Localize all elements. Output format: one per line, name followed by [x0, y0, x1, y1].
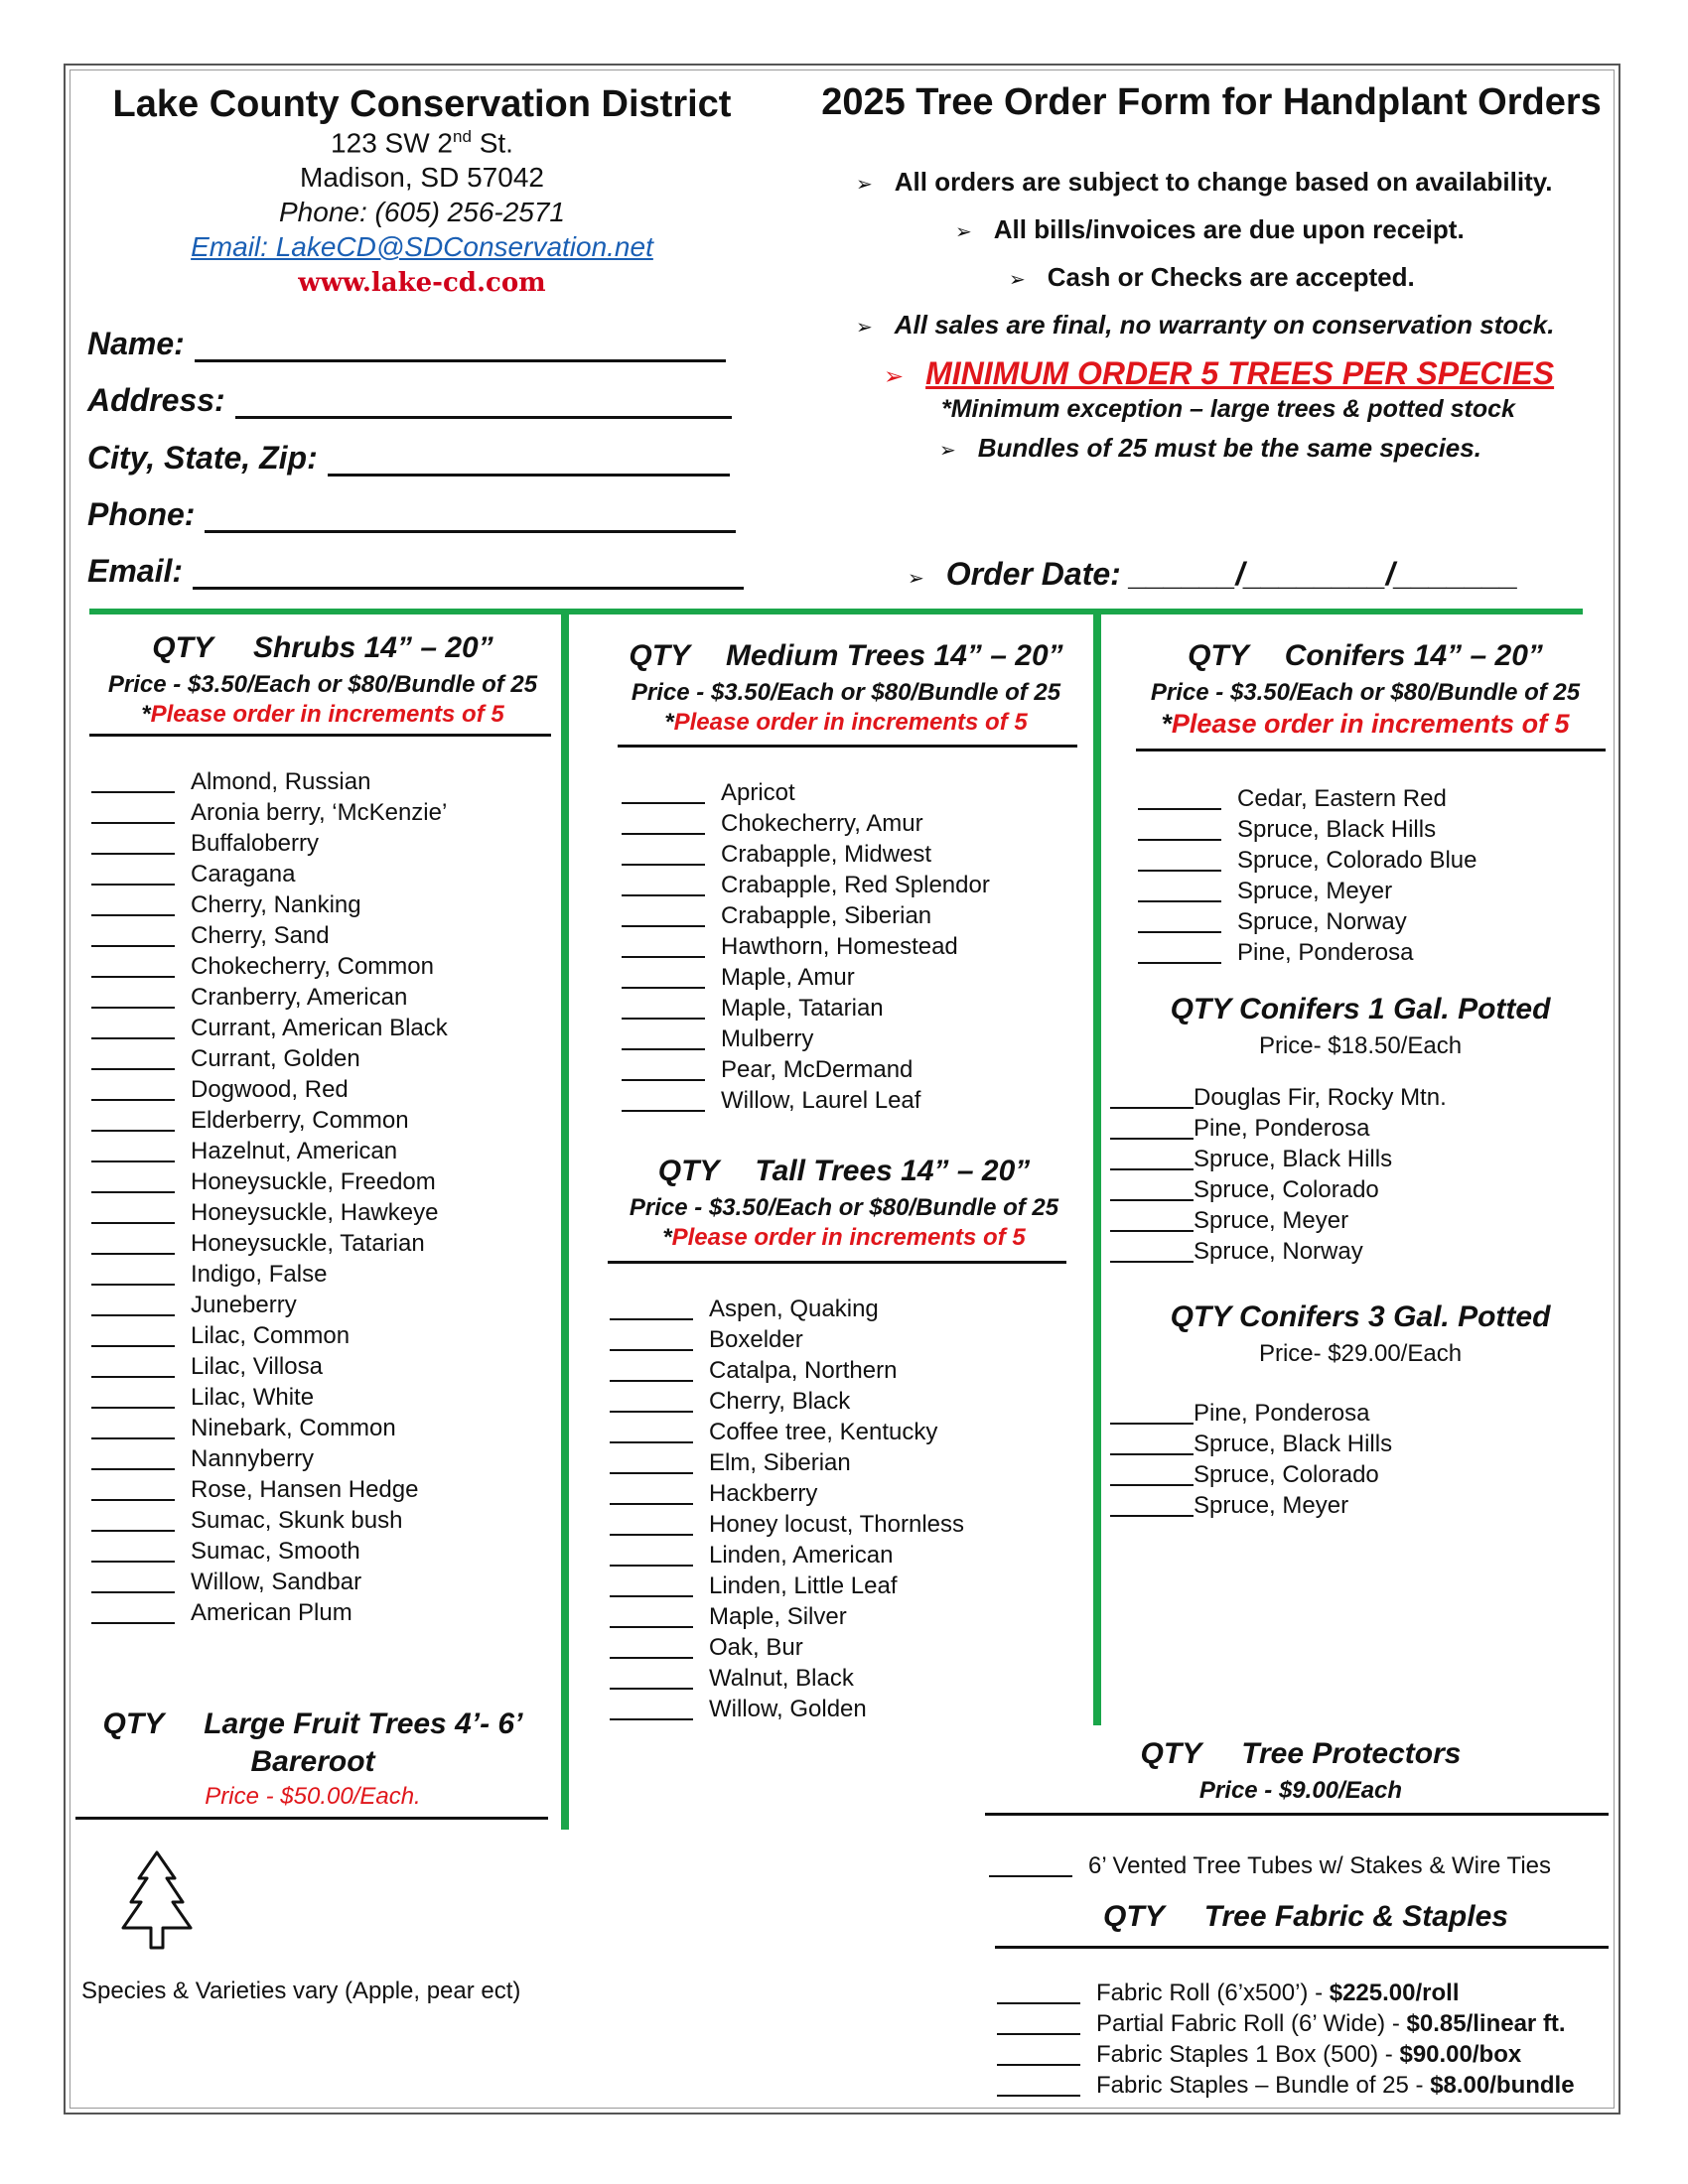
- list-item[interactable]: [91, 1474, 448, 1505]
- qty-blank[interactable]: [91, 1356, 175, 1378]
- qty-blank[interactable]: [610, 1514, 693, 1536]
- fabric-header: QTY Tree Fabric & Staples: [1103, 1900, 1508, 1933]
- list-item[interactable]: [91, 1320, 448, 1351]
- list-item[interactable]: [622, 1024, 990, 1054]
- list-item[interactable]: [91, 1013, 448, 1043]
- name-field[interactable]: Name:: [87, 326, 726, 362]
- conifers-1gal-header: QTY Conifers 1 Gal. Potted Price- $18.50/Each: [1170, 993, 1551, 1059]
- arrow-icon: ➢: [884, 363, 905, 390]
- green-divider-right: [1093, 609, 1101, 1725]
- conifers-rule: [1136, 749, 1606, 751]
- qty-blank[interactable]: [610, 1575, 693, 1597]
- item-label: Cherry, Sand: [191, 922, 330, 949]
- list-item[interactable]: [610, 1447, 964, 1478]
- qty-blank[interactable]: [91, 987, 175, 1009]
- form-title: 2025 Tree Order Form for Handplant Orders: [821, 81, 1602, 123]
- list-item[interactable]: [610, 1601, 964, 1632]
- list-item[interactable]: [91, 1382, 448, 1413]
- list-item[interactable]: [91, 1043, 448, 1074]
- qty-blank[interactable]: [1110, 1210, 1194, 1232]
- org-website[interactable]: www.lake-cd.com: [298, 268, 546, 298]
- item-label: Cranberry, American: [191, 984, 408, 1011]
- item-label: Hackberry: [709, 1480, 818, 1507]
- shrubs-rule: [89, 734, 551, 737]
- item-label: Hawthorn, Homestead: [721, 933, 958, 960]
- list-item[interactable]: [91, 1567, 448, 1597]
- qty-blank[interactable]: [91, 1448, 175, 1470]
- qty-blank[interactable]: [1138, 911, 1221, 933]
- qty-blank[interactable]: [622, 1059, 705, 1081]
- qty-blank[interactable]: [610, 1452, 693, 1474]
- qty-blank[interactable]: [1110, 1087, 1194, 1109]
- list-item[interactable]: [622, 1054, 990, 1085]
- conifers-3gal-list: [1110, 1398, 1392, 1521]
- list-item[interactable]: [1138, 845, 1477, 876]
- item-label: Willow, Golden: [709, 1696, 867, 1722]
- qty-blank[interactable]: [1110, 1179, 1194, 1201]
- item-label: Aronia berry, ‘McKenzie’: [191, 799, 448, 826]
- list-item[interactable]: [1110, 1174, 1447, 1205]
- qty-blank[interactable]: [1138, 850, 1221, 872]
- list-item[interactable]: [91, 1351, 448, 1382]
- qty-blank[interactable]: [610, 1668, 693, 1690]
- item-label: Honeysuckle, Tatarian: [191, 1230, 425, 1257]
- item-label: Ninebark, Common: [191, 1415, 396, 1441]
- item-label: Lilac, White: [191, 1384, 315, 1411]
- item-label: Crabapple, Midwest: [721, 841, 932, 868]
- item-label: Maple, Silver: [709, 1603, 847, 1630]
- list-item[interactable]: [91, 1259, 448, 1290]
- qty-blank[interactable]: [989, 1855, 1072, 1877]
- qty-blank[interactable]: [91, 1141, 175, 1162]
- item-label: Pine, Ponderosa: [1194, 1400, 1370, 1427]
- qty-blank[interactable]: [91, 1233, 175, 1255]
- qty-blank[interactable]: [91, 771, 175, 793]
- list-item[interactable]: [91, 1136, 448, 1166]
- item-label: Lilac, Villosa: [191, 1353, 323, 1380]
- list-item[interactable]: [91, 1197, 448, 1228]
- qty-blank[interactable]: [622, 998, 705, 1020]
- address-field[interactable]: Address:: [87, 382, 732, 419]
- qty-blank[interactable]: [91, 1571, 175, 1593]
- list-item[interactable]: [91, 920, 448, 951]
- item-label: Almond, Russian: [191, 768, 371, 795]
- item-label: Crabapple, Siberian: [721, 902, 932, 929]
- item-label: Caragana: [191, 861, 296, 887]
- qty-blank[interactable]: [91, 1541, 175, 1563]
- shrubs-header: QTY Shrubs 14” – 20” Price - $3.50/Each or $80/Bundle of 25 *Please order in increments of 5: [107, 631, 538, 728]
- list-item[interactable]: [1110, 1398, 1392, 1429]
- notice-payment: ➢ Cash or Checks are accepted.: [1009, 262, 1415, 292]
- notice-minimum-order: ➢ MINIMUM ORDER 5 TREES PER SPECIES: [884, 355, 1555, 391]
- qty-blank[interactable]: [91, 1079, 175, 1101]
- pine-tree-icon: [117, 1848, 197, 1956]
- qty-blank[interactable]: [610, 1606, 693, 1628]
- tall-trees-header: QTY Tall Trees 14” – 20” Price - $3.50/Each or $80/Bundle of 25 *Please order in increments of 5: [629, 1155, 1059, 1251]
- qty-blank[interactable]: [610, 1545, 693, 1567]
- list-item[interactable]: [1110, 1113, 1447, 1144]
- qty-blank[interactable]: [91, 1479, 175, 1501]
- item-label: Spruce, Colorado: [1194, 1176, 1379, 1203]
- notice-final-sales: ➢ All sales are final, no warranty on conservation stock.: [856, 310, 1555, 340]
- fabric-item[interactable]: [997, 2070, 1575, 2101]
- qty-blank[interactable]: [1110, 1149, 1194, 1170]
- qty-blank[interactable]: [1110, 1403, 1194, 1425]
- list-item[interactable]: [91, 828, 448, 859]
- phone-field[interactable]: Phone:: [87, 496, 736, 533]
- qty-blank[interactable]: [622, 1028, 705, 1050]
- qty-blank[interactable]: [91, 1110, 175, 1132]
- item-label: Maple, Amur: [721, 964, 855, 991]
- item-label: Walnut, Black: [709, 1665, 854, 1692]
- large-fruit-note: Species & Varieties vary (Apple, pear ect): [81, 1978, 521, 2004]
- item-label: Elm, Siberian: [709, 1449, 851, 1476]
- list-item[interactable]: [1110, 1236, 1447, 1267]
- qty-blank[interactable]: [1110, 1495, 1194, 1517]
- conifers-1gal-list: [1110, 1082, 1447, 1267]
- list-item[interactable]: [1110, 1429, 1392, 1459]
- qty-blank[interactable]: [610, 1360, 693, 1382]
- qty-blank[interactable]: [997, 1982, 1080, 2004]
- fabric-item-label: Fabric Staples – Bundle of 25 -: [1096, 2072, 1431, 2099]
- shrubs-list: [91, 766, 448, 1628]
- fabric-item[interactable]: [997, 2008, 1575, 2039]
- notice-invoices: ➢ All bills/invoices are due upon receipt.: [955, 214, 1465, 244]
- list-item[interactable]: [610, 1632, 964, 1663]
- item-label: Cedar, Eastern Red: [1237, 785, 1447, 812]
- medium-trees-list: [622, 777, 990, 1116]
- item-label: Chokecherry, Amur: [721, 810, 923, 837]
- item-label: Pine, Ponderosa: [1237, 939, 1414, 966]
- qty-blank[interactable]: [997, 2013, 1080, 2035]
- list-item[interactable]: [610, 1663, 964, 1694]
- conifers-list: [1138, 783, 1477, 968]
- item-label: Honeysuckle, Freedom: [191, 1168, 436, 1195]
- list-item[interactable]: [622, 900, 990, 931]
- qty-blank[interactable]: [91, 1048, 175, 1070]
- order-date-field[interactable]: ➢ Order Date: ______/________/_______: [908, 556, 1519, 592]
- item-label: Willow, Sandbar: [191, 1569, 362, 1595]
- list-item[interactable]: [610, 1324, 964, 1355]
- fabric-item-label: Fabric Staples 1 Box (500) -: [1096, 2041, 1400, 2068]
- qty-blank[interactable]: [622, 936, 705, 958]
- list-item[interactable]: [610, 1355, 964, 1386]
- item-label: Linden, American: [709, 1542, 894, 1569]
- list-item[interactable]: [91, 1074, 448, 1105]
- qty-blank[interactable]: [91, 925, 175, 947]
- qty-blank[interactable]: [91, 1510, 175, 1532]
- item-label: Currant, Golden: [191, 1045, 360, 1072]
- fabric-list: [997, 1978, 1575, 2101]
- list-item[interactable]: [622, 839, 990, 870]
- qty-blank[interactable]: [610, 1298, 693, 1320]
- qty-blank[interactable]: [91, 1171, 175, 1193]
- item-label: Spruce, Black Hills: [1237, 816, 1437, 843]
- item-label: Aspen, Quaking: [709, 1296, 879, 1322]
- qty-blank[interactable]: [1110, 1433, 1194, 1455]
- item-label: Currant, American Black: [191, 1015, 448, 1041]
- qty-blank[interactable]: [622, 875, 705, 896]
- protectors-rule: [985, 1813, 1609, 1816]
- list-item[interactable]: [1138, 783, 1477, 814]
- fabric-item-price: $0.85/linear ft.: [1406, 2010, 1566, 2037]
- list-item[interactable]: [622, 870, 990, 900]
- list-item[interactable]: [1110, 1459, 1392, 1490]
- qty-blank[interactable]: [91, 1202, 175, 1224]
- email-field[interactable]: Email:: [87, 553, 744, 590]
- city-state-zip-field[interactable]: City, State, Zip:: [87, 440, 730, 477]
- item-label: Honeysuckle, Hawkeye: [191, 1199, 439, 1226]
- item-label: Willow, Laurel Leaf: [721, 1087, 921, 1114]
- item-label: Spruce, Colorado: [1194, 1461, 1379, 1488]
- list-item[interactable]: [610, 1386, 964, 1417]
- list-item[interactable]: [91, 982, 448, 1013]
- qty-blank[interactable]: [1138, 788, 1221, 810]
- list-item[interactable]: [610, 1694, 964, 1724]
- notice-minimum-exception: *Minimum exception – large trees & potted stock: [941, 395, 1515, 423]
- item-label: Mulberry: [721, 1025, 814, 1052]
- protectors-row[interactable]: 6’ Vented Tree Tubes w/ Stakes & Wire Ties: [989, 1850, 1551, 1881]
- list-item[interactable]: [622, 777, 990, 808]
- list-item[interactable]: [1138, 814, 1477, 845]
- list-item[interactable]: [91, 1505, 448, 1536]
- list-item[interactable]: [622, 808, 990, 839]
- list-item[interactable]: [622, 993, 990, 1024]
- qty-blank[interactable]: [1110, 1241, 1194, 1263]
- qty-blank[interactable]: [91, 1418, 175, 1439]
- qty-blank[interactable]: [91, 833, 175, 855]
- item-label: Buffaloberry: [191, 830, 319, 857]
- fabric-item-label: Partial Fabric Roll (6’ Wide) -: [1096, 2010, 1407, 2037]
- tall-trees-list: [610, 1294, 964, 1724]
- list-item[interactable]: [91, 1413, 448, 1443]
- green-divider-horizontal: [89, 609, 1583, 614]
- list-item[interactable]: [91, 1228, 448, 1259]
- list-item[interactable]: [610, 1294, 964, 1324]
- qty-blank[interactable]: [1138, 881, 1221, 902]
- item-label: Crabapple, Red Splendor: [721, 872, 990, 898]
- qty-blank[interactable]: [1110, 1464, 1194, 1486]
- qty-blank[interactable]: [610, 1483, 693, 1505]
- fabric-item-price: $90.00/box: [1399, 2041, 1522, 2068]
- item-label: Cherry, Nanking: [191, 891, 361, 918]
- medium-trees-rule: [618, 745, 1077, 748]
- qty-blank[interactable]: [997, 2075, 1080, 2097]
- item-label: Spruce, Black Hills: [1194, 1431, 1393, 1457]
- item-label: Spruce, Meyer: [1237, 878, 1393, 904]
- item-label: Coffee tree, Kentucky: [709, 1419, 938, 1445]
- item-label: Sumac, Skunk bush: [191, 1507, 403, 1534]
- list-item[interactable]: [91, 1105, 448, 1136]
- list-item[interactable]: [91, 1290, 448, 1320]
- qty-blank[interactable]: [622, 905, 705, 927]
- qty-blank[interactable]: [622, 844, 705, 866]
- conifers-3gal-header: QTY Conifers 3 Gal. Potted Price- $29.00/Each: [1170, 1300, 1551, 1367]
- list-item[interactable]: [622, 1085, 990, 1116]
- list-item[interactable]: [1110, 1205, 1447, 1236]
- item-label: Dogwood, Red: [191, 1076, 349, 1103]
- qty-blank[interactable]: [91, 802, 175, 824]
- qty-blank[interactable]: [1138, 819, 1221, 841]
- item-label: Juneberry: [191, 1292, 297, 1318]
- qty-blank[interactable]: [91, 1602, 175, 1624]
- item-label: Honey locust, Thornless: [709, 1511, 965, 1538]
- org-name: Lake County Conservation District: [112, 83, 732, 125]
- list-item[interactable]: [610, 1509, 964, 1540]
- qty-blank[interactable]: [622, 1090, 705, 1112]
- item-label: Hazelnut, American: [191, 1138, 398, 1164]
- list-item[interactable]: [610, 1478, 964, 1509]
- list-item[interactable]: [610, 1540, 964, 1570]
- list-item[interactable]: [1138, 906, 1477, 937]
- protectors-header: QTY Tree Protectors Price - $9.00/Each: [1140, 1737, 1462, 1804]
- qty-blank[interactable]: [622, 967, 705, 989]
- qty-blank[interactable]: [91, 864, 175, 886]
- item-label: Boxelder: [709, 1326, 803, 1353]
- fabric-item[interactable]: [997, 1978, 1575, 2008]
- list-item[interactable]: [91, 889, 448, 920]
- qty-blank[interactable]: [91, 1018, 175, 1039]
- notice-bundles: ➢ Bundles of 25 must be the same species.: [939, 433, 1481, 463]
- qty-blank[interactable]: [1110, 1118, 1194, 1140]
- qty-blank[interactable]: [91, 1295, 175, 1316]
- list-item[interactable]: [91, 1597, 448, 1628]
- qty-blank[interactable]: [610, 1391, 693, 1413]
- item-label: Lilac, Common: [191, 1322, 351, 1349]
- list-item[interactable]: [610, 1417, 964, 1447]
- list-item[interactable]: [1110, 1490, 1392, 1521]
- item-label: Douglas Fir, Rocky Mtn.: [1194, 1084, 1447, 1111]
- item-label: Linden, Little Leaf: [709, 1572, 898, 1599]
- fabric-item[interactable]: [997, 2039, 1575, 2070]
- qty-blank[interactable]: [622, 813, 705, 835]
- item-label: Spruce, Norway: [1237, 908, 1407, 935]
- list-item[interactable]: [91, 797, 448, 828]
- qty-blank[interactable]: [91, 894, 175, 916]
- fabric-item-price: $8.00/bundle: [1430, 2072, 1575, 2099]
- fabric-item-label: Fabric Roll (6’x500’) -: [1096, 1979, 1330, 2006]
- org-email-link[interactable]: Email: LakeCD@SDConservation.net: [191, 231, 653, 262]
- qty-blank[interactable]: [610, 1637, 693, 1659]
- list-item[interactable]: [91, 859, 448, 889]
- item-label: Spruce, Meyer: [1194, 1492, 1349, 1519]
- org-city: Madison, SD 57042: [300, 162, 544, 193]
- item-label: Chokecherry, Common: [191, 953, 434, 980]
- qty-blank[interactable]: [1138, 942, 1221, 964]
- qty-blank[interactable]: [622, 782, 705, 804]
- fabric-item-price: $225.00/roll: [1329, 1979, 1460, 2006]
- qty-blank[interactable]: [91, 1325, 175, 1347]
- item-label: Spruce, Norway: [1194, 1238, 1363, 1265]
- item-label: Spruce, Black Hills: [1194, 1146, 1393, 1172]
- item-label: American Plum: [191, 1599, 352, 1626]
- item-label: Apricot: [721, 779, 795, 806]
- list-item[interactable]: [622, 962, 990, 993]
- item-label: Spruce, Meyer: [1194, 1207, 1349, 1234]
- item-label: Elderberry, Common: [191, 1107, 409, 1134]
- qty-blank[interactable]: [610, 1329, 693, 1351]
- green-divider-left: [561, 609, 569, 1830]
- item-label: Catalpa, Northern: [709, 1357, 898, 1384]
- list-item[interactable]: [91, 1536, 448, 1567]
- list-item[interactable]: [91, 766, 448, 797]
- large-fruit-header: QTY Large Fruit Trees 4’- 6’ Bareroot Price - $50.00/Each.: [102, 1707, 523, 1810]
- item-label: Indigo, False: [191, 1261, 328, 1288]
- fabric-rule: [995, 1946, 1609, 1949]
- list-item[interactable]: [1138, 937, 1477, 968]
- qty-blank[interactable]: [91, 956, 175, 978]
- qty-blank[interactable]: [997, 2044, 1080, 2066]
- item-label: Nannyberry: [191, 1445, 315, 1472]
- list-item[interactable]: [1138, 876, 1477, 906]
- item-label: Pear, McDermand: [721, 1056, 914, 1083]
- org-address: 123 SW 2nd St.: [331, 127, 513, 159]
- item-label: Rose, Hansen Hedge: [191, 1476, 419, 1503]
- item-label: Cherry, Black: [709, 1388, 851, 1415]
- notice-availability: ➢ All orders are subject to change based on availability.: [856, 167, 1553, 197]
- tall-trees-rule: [608, 1261, 1066, 1264]
- item-label: Pine, Ponderosa: [1194, 1115, 1370, 1142]
- large-fruit-rule: [75, 1817, 548, 1820]
- list-item[interactable]: [622, 931, 990, 962]
- list-item[interactable]: [610, 1570, 964, 1601]
- item-label: Sumac, Smooth: [191, 1538, 360, 1565]
- org-phone: Phone: (605) 256-2571: [279, 197, 565, 227]
- list-item[interactable]: [91, 951, 448, 982]
- qty-blank[interactable]: [91, 1387, 175, 1409]
- conifers-header: QTY Conifers 14” – 20” Price - $3.50/Each or $80/Bundle of 25 *Please order in increments of 5: [1150, 639, 1581, 739]
- qty-blank[interactable]: [91, 1264, 175, 1286]
- item-label: Oak, Bur: [709, 1634, 803, 1661]
- list-item[interactable]: [91, 1443, 448, 1474]
- item-label: Maple, Tatarian: [721, 995, 884, 1022]
- list-item[interactable]: [91, 1166, 448, 1197]
- medium-trees-header: QTY Medium Trees 14” – 20” Price - $3.50/Each or $80/Bundle of 25 *Please order in increments of 5: [629, 639, 1063, 736]
- list-item[interactable]: [1110, 1144, 1447, 1174]
- list-item[interactable]: [1110, 1082, 1447, 1113]
- qty-blank[interactable]: [610, 1422, 693, 1443]
- item-label: Spruce, Colorado Blue: [1237, 847, 1477, 874]
- qty-blank[interactable]: [610, 1699, 693, 1720]
